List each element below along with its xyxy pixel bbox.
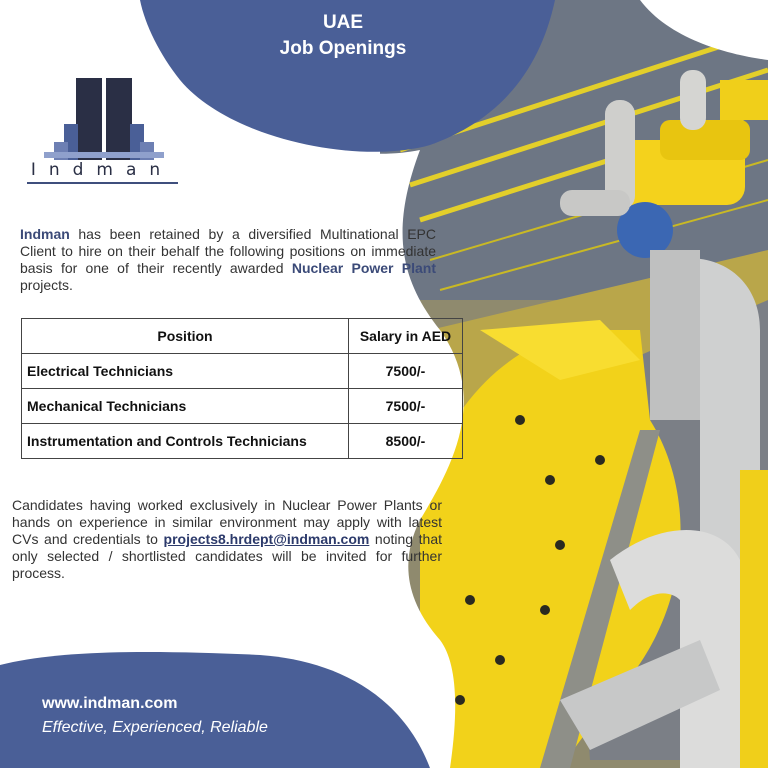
header-location: UAE bbox=[322, 12, 364, 33]
position-column-header: Position bbox=[22, 319, 349, 354]
logo-underline bbox=[27, 182, 178, 184]
project-type: Nuclear Power Plant bbox=[291, 260, 436, 276]
table-row bbox=[22, 389, 463, 424]
salary-cell: 7500/- bbox=[349, 389, 463, 424]
application-instructions bbox=[12, 497, 442, 582]
position-cell: Instrumentation and Controls Technicians bbox=[22, 424, 349, 459]
position-cell: Mechanical Technicians bbox=[22, 389, 349, 424]
salary-column-header: Salary in AED bbox=[349, 319, 463, 354]
website-link[interactable]: www.indman.com bbox=[42, 695, 178, 712]
intro-paragraph bbox=[20, 226, 436, 294]
tagline: Effective, Experienced, Reliable bbox=[42, 719, 268, 736]
table-row bbox=[22, 354, 463, 389]
table-header-row bbox=[22, 319, 463, 354]
logo-wordmark: Indman bbox=[30, 160, 174, 180]
position-cell: Electrical Technicians bbox=[22, 354, 349, 389]
email-link[interactable]: projects8.hrdept@indman.com bbox=[163, 531, 370, 547]
intro-text-b: projects. bbox=[20, 277, 73, 293]
header-title: Job Openings bbox=[279, 38, 407, 59]
positions-table bbox=[21, 318, 463, 459]
salary-cell: 7500/- bbox=[349, 354, 463, 389]
company-name: Indman bbox=[20, 226, 70, 242]
closing-text-b: noting that only selected / shortlisted candidates will be invited for further process. bbox=[12, 531, 442, 581]
job-openings-header bbox=[228, 10, 458, 62]
table-row bbox=[22, 424, 463, 459]
closing-text-a: Candidates having worked exclusively in Nuclear Power Plants or hands on experience in similar environment may apply with latest CVs and credentials to bbox=[12, 497, 442, 547]
intro-text-a: has been retained by a diversified Multinational EPC Client to hire on their behalf the following positions on immediate basis for one of their recently awarded bbox=[20, 226, 436, 276]
salary-cell: 8500/- bbox=[349, 424, 463, 459]
